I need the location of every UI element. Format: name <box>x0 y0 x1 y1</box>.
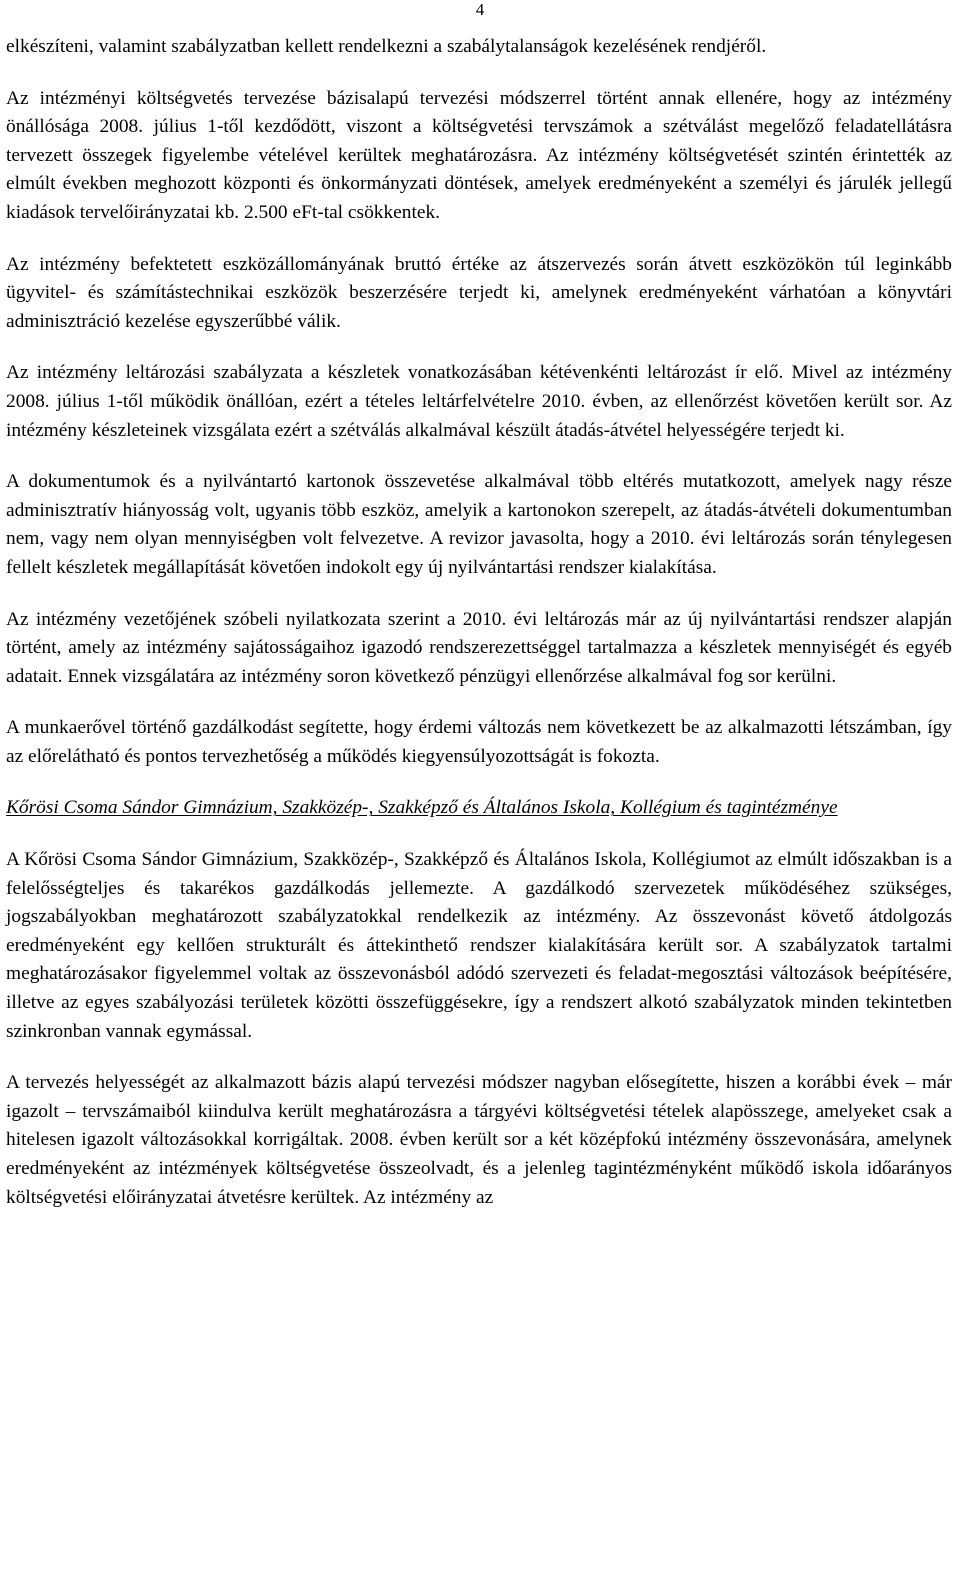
paragraph: Az intézményi költségvetés tervezése bázisalapú tervezési módszerrel történt annak ellenére, hogy az intézmény önállósága 2008. július 1-től kezdődött, viszont a költségvetési tervszámok a szétválást megelőző feladatellátásra tervezett összegek figyelembe vételével kerültek meghatározásra. Az intézmény költségvetését szintén érintették az elmúlt években meghozott központi és önkormányzati döntések, amelyek eredményeként a személyi és járulék jellegű kiadások tervelőirányzatai kb. 2.500 eFt-tal csökkentek. <box>6 87 952 223</box>
paragraph: A munkaerővel történő gazdálkodást segítette, hogy érdemi változás nem következett be az alkalmazotti létszámban, így az előrelátható és pontos tervezhetőség a működés kiegyensúlyozottságát is fokozta. <box>6 717 952 767</box>
page-number: 4 <box>475 0 485 19</box>
paragraph: Az intézmény leltározási szabályzata a készletek vonatkozásában kétévenkénti leltározást ír elő. Mivel az intézmény 2008. július 1-től működik önállóan, ezért a tételes leltárfelvételre 2010. évben, az ellenőrzést követően került sor. Az intézmény készleteinek vizsgálata ezért a szétválás alkalmával készült átadás-átvétel helyességére terjedt ki. <box>6 362 952 441</box>
document-body <box>6 33 952 1235</box>
paragraph: A Kőrösi Csoma Sándor Gimnázium, Szakközép-, Szakképző és Általános Iskola, Kollégiumot az elmúlt időszakban is a felelősségteljes és takarékos gazdálkodás jellemezte. A gazdálkodó szervezetek működéséhez szükséges, jogszabályokban meghatározott szabályzatokkal rendelkezik az intézmény. Az összevonást követő átdolgozás eredményeként egy kellően strukturált és áttekinthető rendszer kialakítására került sor. A szabályzatok tartalmi meghatározásakor figyelemmel voltak az összevonásból adódó szervezeti és feladat-megosztási változások beépítésére, illetve az egyes szabályozási területek közötti összefüggésekre, így a rendszert alkotó szabályzatok minden tekintetben szinkronban vannak egymással. <box>6 849 952 1042</box>
paragraph: A tervezés helyességét az alkalmazott bázis alapú tervezési módszer nagyban elősegítette, hiszen a korábbi évek – már igazolt – tervszámaiból kiindulva került meghatározásra a tárgyévi költségvetési tételek alapösszege, amelyeket csak a hitelesen igazolt változásokkal korrigáltak. 2008. évben került sor a két középfokú intézmény összevonására, amelynek eredményeként az intézmények költségvetése összeolvadt, és a jelenleg tagintézményként működő iskola időarányos költségvetési előirányzatai átvetésre kerültek. Az intézmény az <box>6 1072 952 1208</box>
paragraph: elkészíteni, valamint szabályzatban kellett rendelkezni a szabálytalanságok kezelésének rendjéről. <box>6 36 767 57</box>
paragraph: Az intézmény vezetőjének szóbeli nyilatkozata szerint a 2010. évi leltározás már az új nyilvántartási rendszer alapján történt, amely az intézmény sajátosságaihoz igazodó rendszerezettséggel tartalmazza a készletek mennyiségét és egyéb adatait. Ennek vizsgálatára az intézmény soron következő pénzügyi ellenőrzése alkalmával fog sor kerülni. <box>6 608 952 687</box>
paragraph: A dokumentumok és a nyilvántartó kartonok összevetése alkalmával több eltérés mutatkozott, amelyek nagy része adminisztratív hiányosság volt, ugyanis több eszköz, amelyik a kartonokon szerepelt, az átadás-átvételi dokumentumban nem, vagy nem olyan mennyiségben volt felvezetve. A revizor javasolta, hogy a 2010. évi leltározás során ténylegesen fellelt készletek megállapítását követően indokolt egy új nyilvántartási rendszer kialakítása. <box>6 471 952 578</box>
section-heading: Kőrösi Csoma Sándor Gimnázium, Szakközép-, Szakképző és Általános Iskola, Kollégium és tagintézménye <box>6 797 838 819</box>
paragraph: Az intézmény befektetett eszközállományának bruttó értéke az átszervezés során átvett eszközökön túl leginkább ügyvitel- és számítástechnikai eszközök beszerzésére terjedt ki, amelynek eredményeként várhatóan a könyvtári adminisztráció kezelése egyszerűbbé válik. <box>6 253 952 332</box>
